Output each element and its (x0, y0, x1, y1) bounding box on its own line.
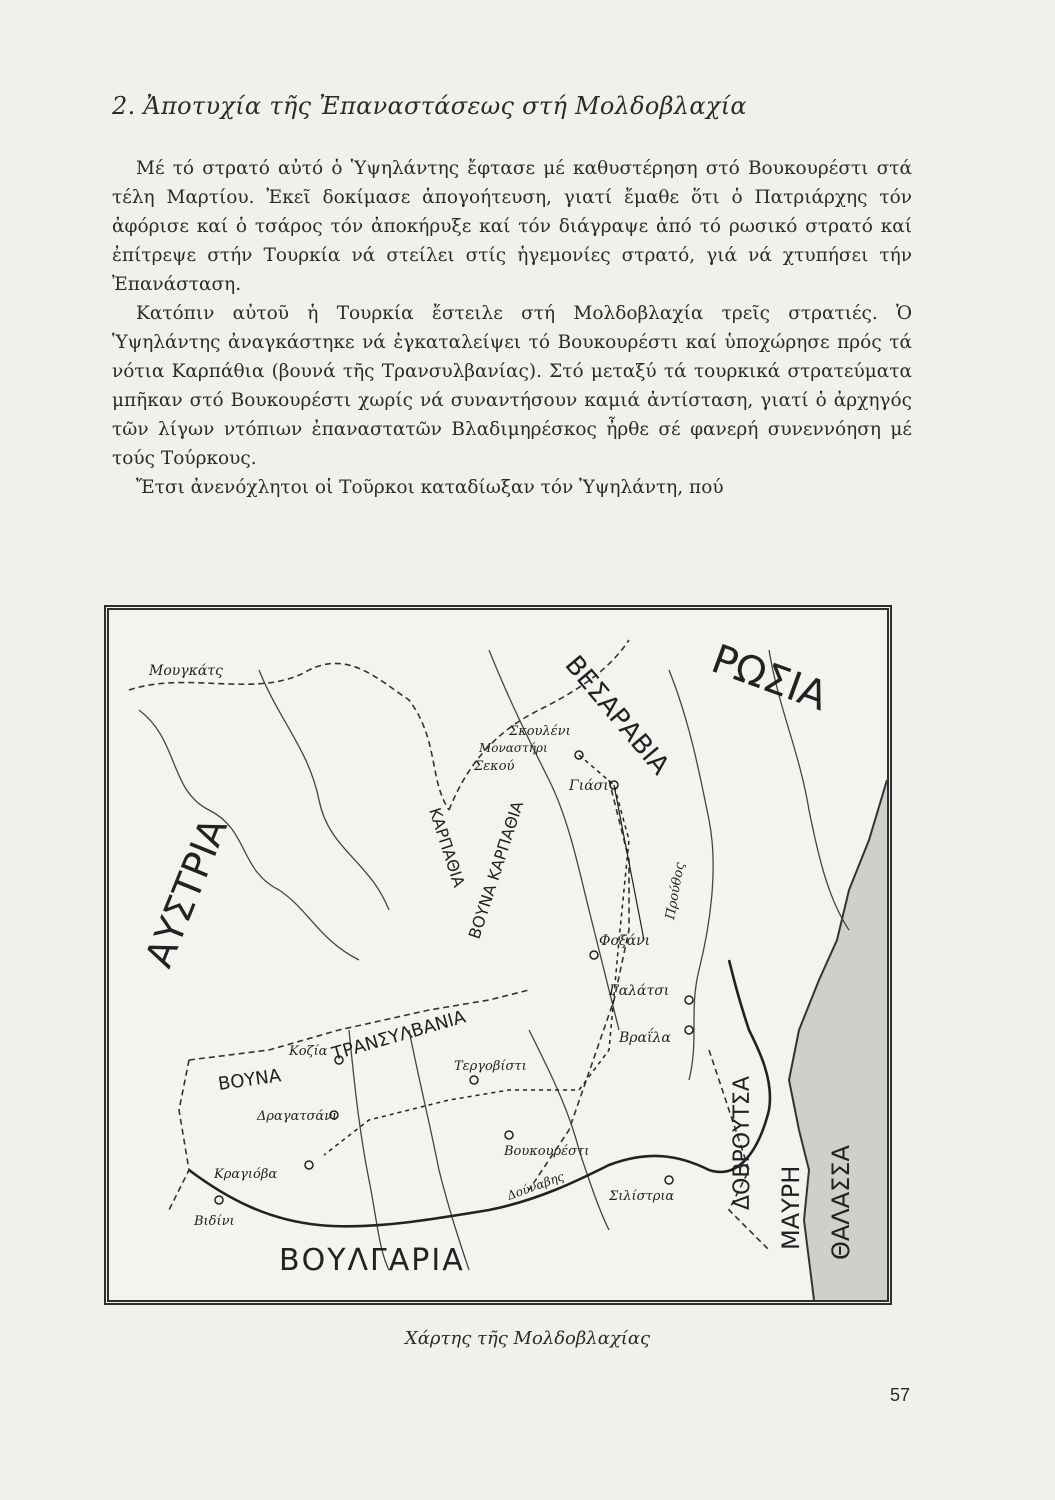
label-dobruja: ΔΟΒΡΟΥΤΣΑ (730, 1076, 755, 1210)
label-black-sea-2: ΘΑΛΑΣΣΑ (827, 1145, 855, 1260)
body-text (112, 154, 912, 502)
town-marker (505, 1131, 513, 1139)
town-marker (590, 951, 598, 959)
place-label: Βιδίνι (194, 1214, 235, 1229)
page-number: 57 (889, 1385, 910, 1405)
section-heading: 2. Ἀποτυχία τῆς Ἐπαναστάσεως στή Μολδοβλαχία (112, 92, 747, 120)
label-carpathian-mountains: ΒΟΥΝΑ ΚΑΡΠΑΘΙΑ (464, 798, 528, 942)
place-label: Μοναστήρι (479, 741, 548, 755)
label-russia: ΡΩΣΙΑ (705, 636, 834, 721)
place-label: Μουγκάτς (149, 663, 223, 679)
place-label: Γιάσι (569, 778, 609, 794)
place-label: Κοζία (289, 1044, 328, 1059)
town-marker (470, 1076, 478, 1084)
border-line (129, 663, 449, 810)
retreat-route (324, 755, 629, 1155)
label-bulgaria: ΒΟΥΛΓΑΡΙΑ (279, 1243, 465, 1278)
label-transylvania: ΤΡΑΝΣΥΛΒΑΝΙΑ (329, 1006, 469, 1065)
town-marker (215, 1196, 223, 1204)
paragraph: Κατόπιν αὐτοῦ ἡ Τουρκία ἔστειλε στή Μολδοβλαχία τρεῖς στρατιές. Ὁ Ὑψηλάντης ἀναγκάστηκε νά ἐγκαταλείψει τό Βουκουρέστι καί ὑποχώρησε πρός τά νότια Καρπάθια (βουνά τῆς Τρανσυλβανίας). Στό μεταξύ τά τουρκικά στρατεύματα μπῆκαν στό Βουκουρέστι χωρίς νά συναντήσουν καμιά ἀντίσταση, γιατί ὁ ἀρχηγός τῶν λίγων ντόπιων ἐπαναστατῶν Βλαδιμηρέσκος ἦρθε σέ φανερή συνεννόηση μέ τούς Τούρκους. (112, 303, 912, 469)
town-marker (665, 1176, 673, 1184)
label-carpathians: ΚΑΡΠΑΘΙΑ (425, 805, 469, 890)
place-label: Κραγιόβα (214, 1167, 278, 1182)
place-label: Δραγατσάνι (257, 1109, 338, 1124)
label-black-sea-1: ΜΑΥΡΗ (777, 1165, 805, 1250)
place-label: Προύθος (663, 861, 688, 921)
map-drawing (109, 610, 887, 1300)
place-label: Σιλίστρια (609, 1189, 675, 1204)
river (259, 670, 389, 910)
paragraph: Μέ τό στρατό αὐτό ὁ Ὑψηλάντης ἔφτασε μέ καθυστέρηση στό Βουκουρέστι στά τέλη Μαρτίου. Ἐκεῖ δοκίμασε ἀπογοήτευση, γιατί ἔμαθε ὅτι ὁ Πατριάρχης τόν ἀφόρισε καί ὁ τσάρος τόν ἀποκήρυξε καί τόν διάγραψε ἀπό τό ρωσικό στρατό καί ἐπίτρεψε στήν Τουρκία νά στείλει στίς ἡγεμονίες στρατό, γιά νά χτυπήσει τήν Ἐπανάσταση. (112, 158, 912, 295)
label-mountains: ΒΟΥΝΑ (216, 1065, 283, 1095)
town-marker (685, 996, 693, 1004)
place-label: Τεργοβίστι (454, 1059, 527, 1074)
place-label: Βραΐλα (619, 1030, 671, 1046)
border-line (169, 1060, 189, 1210)
town-marker (305, 1161, 313, 1169)
label-austria: ΑΥΣΤΡΙΑ (136, 811, 236, 974)
place-label: Δούναβης (505, 1169, 566, 1203)
river (349, 1030, 389, 1270)
map-figure (104, 605, 892, 1305)
paragraph: Ἔτσι ἀνενόχλητοι οἱ Τοῦρκοι καταδίωξαν τόν Ὑψηλάντη, πού (136, 477, 724, 498)
place-label: Φοξάνι (599, 933, 651, 949)
place-label: Βουκουρέστι (504, 1144, 590, 1159)
label-bessarabia: ΒΕΣΑΡΑΒΙΑ (558, 650, 675, 781)
town-marker (685, 1026, 693, 1034)
place-label: Σκουλένι (509, 724, 571, 739)
map-caption: Χάρτης τῆς Μολδοβλαχίας (404, 1328, 651, 1349)
place-label: Γαλάτσι (609, 983, 670, 999)
route-line (614, 785, 644, 940)
place-label: Σεκού (474, 759, 515, 774)
river-danube (189, 960, 770, 1226)
